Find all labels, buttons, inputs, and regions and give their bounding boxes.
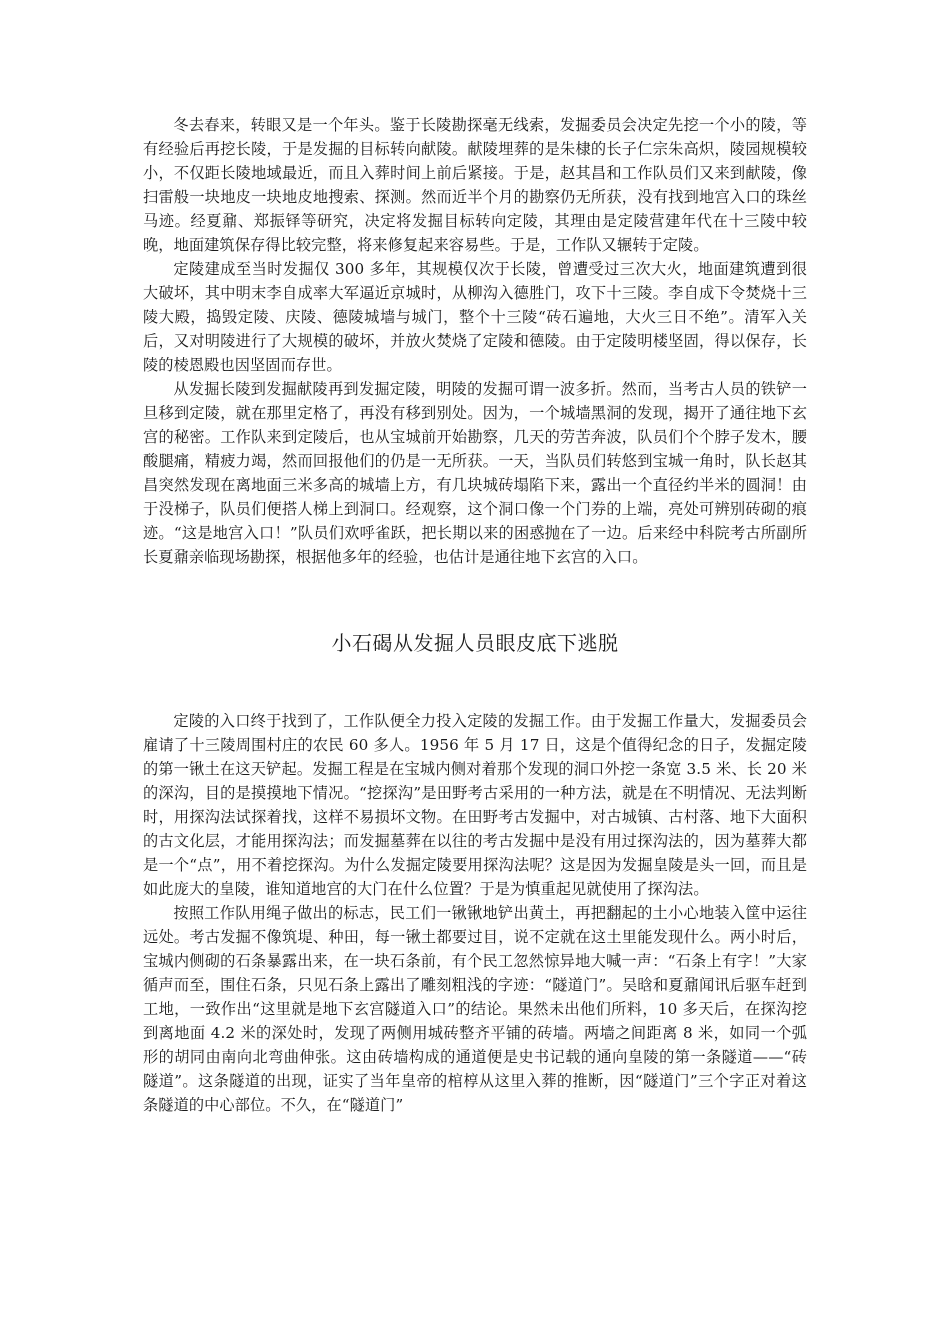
paragraph: 定陵建成至当时发掘仅 300 多年，其规模仅次于长陵，曾遭受过三次大火，地面建筑遭到很大破坏，其中明末李自成率大军逼近京城时，从柳沟入德胜门，攻下十三陵。李自成下令焚烧十三陵大殿，捣毁定陵、庆陵、德陵城墙与城门，整个十三陵“砖石遍地，大火三日不绝”。清军入关后，又对明陵进行了大规模的破坏，并放火焚烧了定陵和德陵。由于定陵明楼坚固，得以保存，长陵的棱恩殿也因坚固而存世。 — [143, 260, 807, 374]
section-stone-tablet — [143, 709, 807, 1117]
paragraph: 定陵的入口终于找到了，工作队便全力投入定陵的发掘工作。由于发掘工作量大，发掘委员会雇请了十三陵周围村庄的农民 60 多人。1956 年 5 月 17 日，这是个值得纪念的日子，发掘定陵的第一锹土在这天铲起。发掘工程是在宝城内侧对着那个发现的洞口外挖一条宽 3.5 米、长 20 米的深沟，目的是摸摸地下情况。“挖探沟”是田野考古采用的一种方法，就是在不明情况、无法判断时，用探沟法试探着找，这样不易损坏文物。在田野考古发掘中，对古城镇、古村落、地下大面积的古文化层，才能用探沟法；而发掘墓葬在以往的考古发掘中是没有用过探沟法的，因为墓葬大都是一个“点”，用不着挖探沟。为什么发掘定陵要用探沟法呢？这是因为发掘皇陵是头一回，而且是如此庞大的皇陵，谁知道地宫的大门在什么位置？于是为慎重起见就使用了探沟法。 — [143, 712, 807, 898]
section-heading: 小石碣从发掘人员眼皮底下逃脱 — [331, 631, 619, 655]
paragraph: 冬去春来，转眼又是一个年头。鉴于长陵勘探毫无线索，发掘委员会决定先挖一个小的陵，等有经验后再挖长陵，于是发掘的目标转向献陵。献陵埋葬的是朱棣的长子仁宗朱高炽，陵园规模较小，不仅距长陵地域最近，而且入葬时间上前后紧接。于是，赵其昌和工作队员们又来到献陵，像扫雷般一块地皮一块地皮地搜索、探测。然而近半个月的勘察仍无所获，没有找到地宫入口的珠丝马迹。经夏鼐、郑振铎等研究，决定将发掘目标转向定陵，其理由是定陵营建年代在十三陵中较晚，地面建筑保存得比较完整，将来修复起来容易些。于是，工作队又辗转于定陵。 — [143, 116, 807, 254]
paragraph: 从发掘长陵到发掘献陵再到发掘定陵，明陵的发掘可谓一波多折。然而，当考古人员的铁铲一旦移到定陵，就在那里定格了，再没有移到别处。因为，一个城墙黑洞的发现，揭开了通往地下玄宫的秘密。工作队来到定陵后，也从宝城前开始勘察，几天的劳苦奔波，队员们个个脖子发木，腰酸腿痛，精疲力竭，然而回报他们的仍是一无所获。一天，当队员们转悠到宝城一角时，队长赵其昌突然发现在离地面三米多高的城墙上方，有几块城砖塌陷下来，露出一个直径约半米的圆洞！由于没梯子，队员们便搭人梯上到洞口。经观察，这个洞口像一个门券的上端，亮处可辨别砖砌的痕迹。“这是地宫入口！”队员们欢呼雀跃，把长期以来的困惑抛在了一边。后来经中科院考古所副所长夏鼐亲临现场勘探，根据他多年的经验，也估计是通往地下玄宫的入口。 — [143, 380, 807, 566]
section-intro — [143, 113, 807, 569]
document-page — [143, 113, 807, 1117]
paragraph: 按照工作队用绳子做出的标志，民工们一锹锹地铲出黄土，再把翻起的土小心地装入筐中运往远处。考古发掘不像筑堤、种田，每一锹土都要过目，说不定就在这土里能发现什么。两小时后，宝城内侧砌的石条暴露出来，在一块石条前，有个民工忽然惊异地大喊一声：“石条上有字！”大家循声而至，围住石条，只见石条上露出了雕刻粗浅的字迹：“隧道门”。吴晗和夏鼐闻讯后驱车赶到工地，一致作出“这里就是地下玄宫隧道入口”的结论。果然未出他们所料，10 多天后，在探沟挖到离地面 4.2 米的深处时，发现了两侧用城砖整齐平铺的砖墙。两墙之间距离 8 米，如同一个弧形的胡同由南向北弯曲伸张。这由砖墙构成的通道便是史书记载的通向皇陵的第一条隧道——“砖隧道”。这条隧道的出现，证实了当年皇帝的棺椁从这里入葬的推断，因“隧道门”三个字正对着这条隧道的中心部位。不久，在“隧道门” — [143, 904, 807, 1114]
